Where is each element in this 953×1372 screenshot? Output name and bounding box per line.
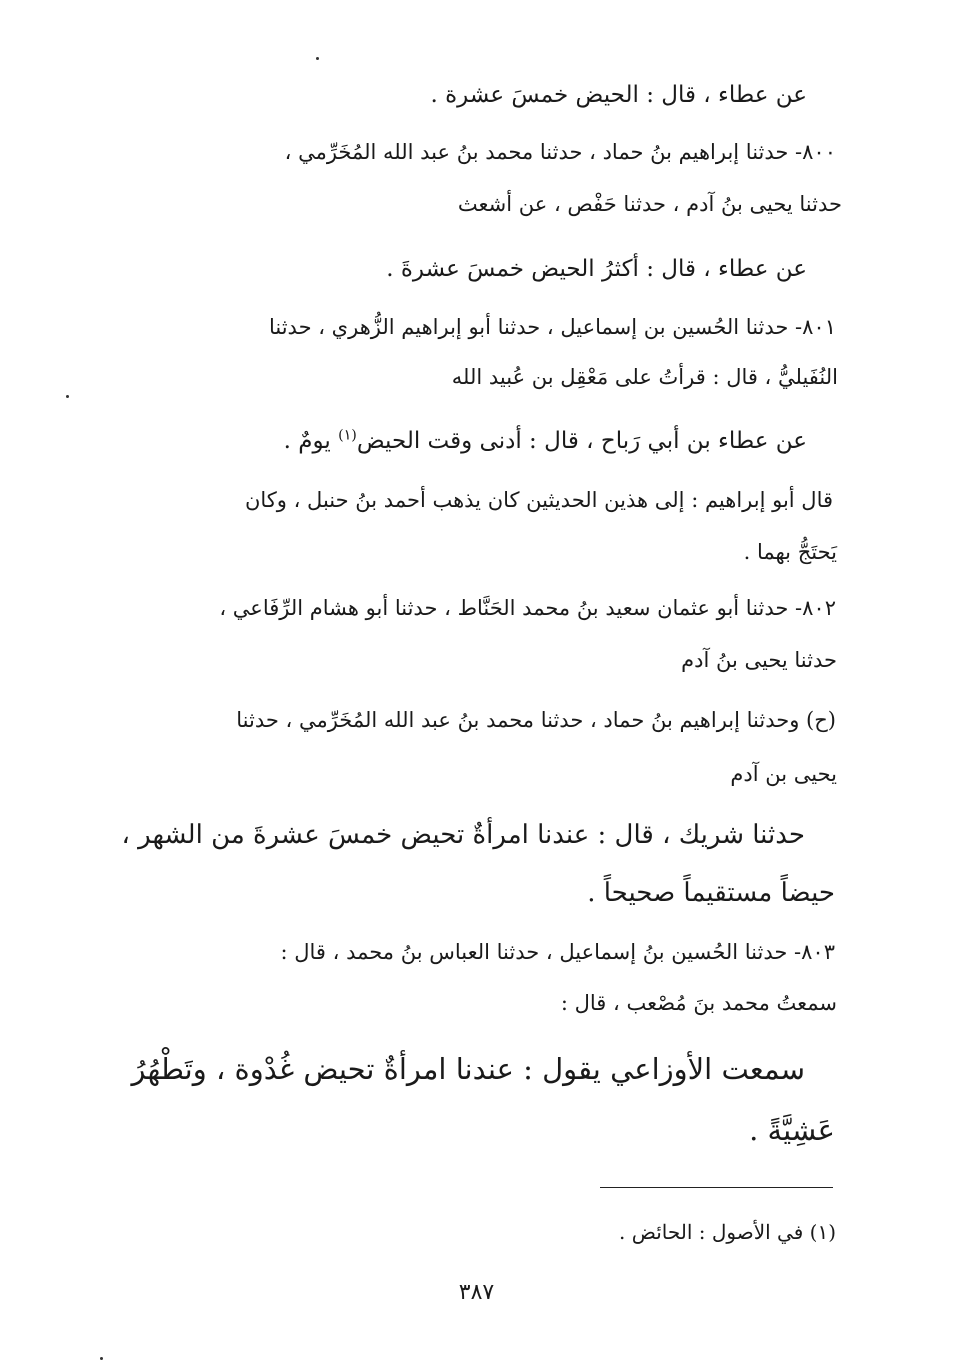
text-line: (ح) وحدثنا إبراهيم بنُ حماد ، حدثنا محمد بنُ عبد الله المُخَرِّمي ، حدثنا [236, 708, 836, 732]
scan-speck [100, 1357, 103, 1360]
text-line: حدثنا شريك ، قال : عندنا امرأةٌ تحيض خمسَ عشرةَ من الشهر ، [121, 820, 805, 850]
hadith-801-line-2: النُفَيليُّ ، قال : قرأتُ على مَعْقِل بن عُبيد الله [451, 365, 838, 389]
text-line: سمعت الأوزاعي يقول : عندنا امرأةٌ تحيض غُدْوة ، وتَطْهُرُ [131, 1052, 805, 1086]
hadith-800-line-1: ٨٠٠- حدثنا إبراهيم بنُ حماد ، حدثنا محمد بنُ عبد الله المُخَرِّمي ، [284, 140, 836, 164]
text-segment: يومٌ . [283, 428, 331, 454]
scan-speck [316, 57, 319, 60]
footnote: (١) في الأصول : الحائض . [618, 1220, 836, 1244]
text-line: عن عطاء ، قال : أكثرُ الحيض خمسَ عشرةَ . [386, 256, 807, 282]
text-line-with-footnote [0, 427, 953, 454]
page-number: ٣٨٧ [458, 1280, 495, 1305]
text-line: يحيى بن آدم [730, 762, 837, 786]
text-line: عن عطاء ، قال : الحيض خمسَ عشرة . [430, 82, 807, 108]
hadith-803-line-1: ٨٠٣- حدثنا الحُسين بنُ إسماعيل ، حدثنا العباس بنُ محمد ، قال : [280, 940, 835, 964]
hadith-803-line-2: سمعتُ محمد بنَ مُصْعب ، قال : [560, 991, 837, 1015]
text-segment: عن عطاء بن أبي رَباح ، قال : أدنى وقت الحيض [356, 428, 807, 454]
hadith-802-line-1: ٨٠٢- حدثنا أبو عثمان سعيد بنُ محمد الحَنَّاط ، حدثنا أبو هشام الرِّفَاعي ، [219, 596, 836, 620]
hadith-800-line-2: حدثنا يحيى بنُ آدم ، حدثنا حَفْص ، عن أشعث [457, 192, 842, 216]
text-line: عَشِيَّةً . [749, 1113, 835, 1147]
text-line: يَحتَجُّ بهما . [743, 540, 837, 564]
scan-speck [66, 395, 69, 398]
hadith-802-line-2: حدثنا يحيى بنُ آدم [681, 648, 837, 672]
footnote-marker: (١) [338, 427, 357, 444]
hadith-801-line-1: ٨٠١- حدثنا الحُسين بن إسماعيل ، حدثنا أبو إبراهيم الزُّهري ، حدثنا [268, 315, 836, 339]
text-line: حيضاً مستقيماً صحيحاً . [587, 878, 835, 908]
footnote-separator [600, 1187, 833, 1188]
text-line: قال أبو إبراهيم : إلى هذين الحديثين كان يذهب أحمد بنُ حنبل ، وكان [244, 488, 833, 512]
